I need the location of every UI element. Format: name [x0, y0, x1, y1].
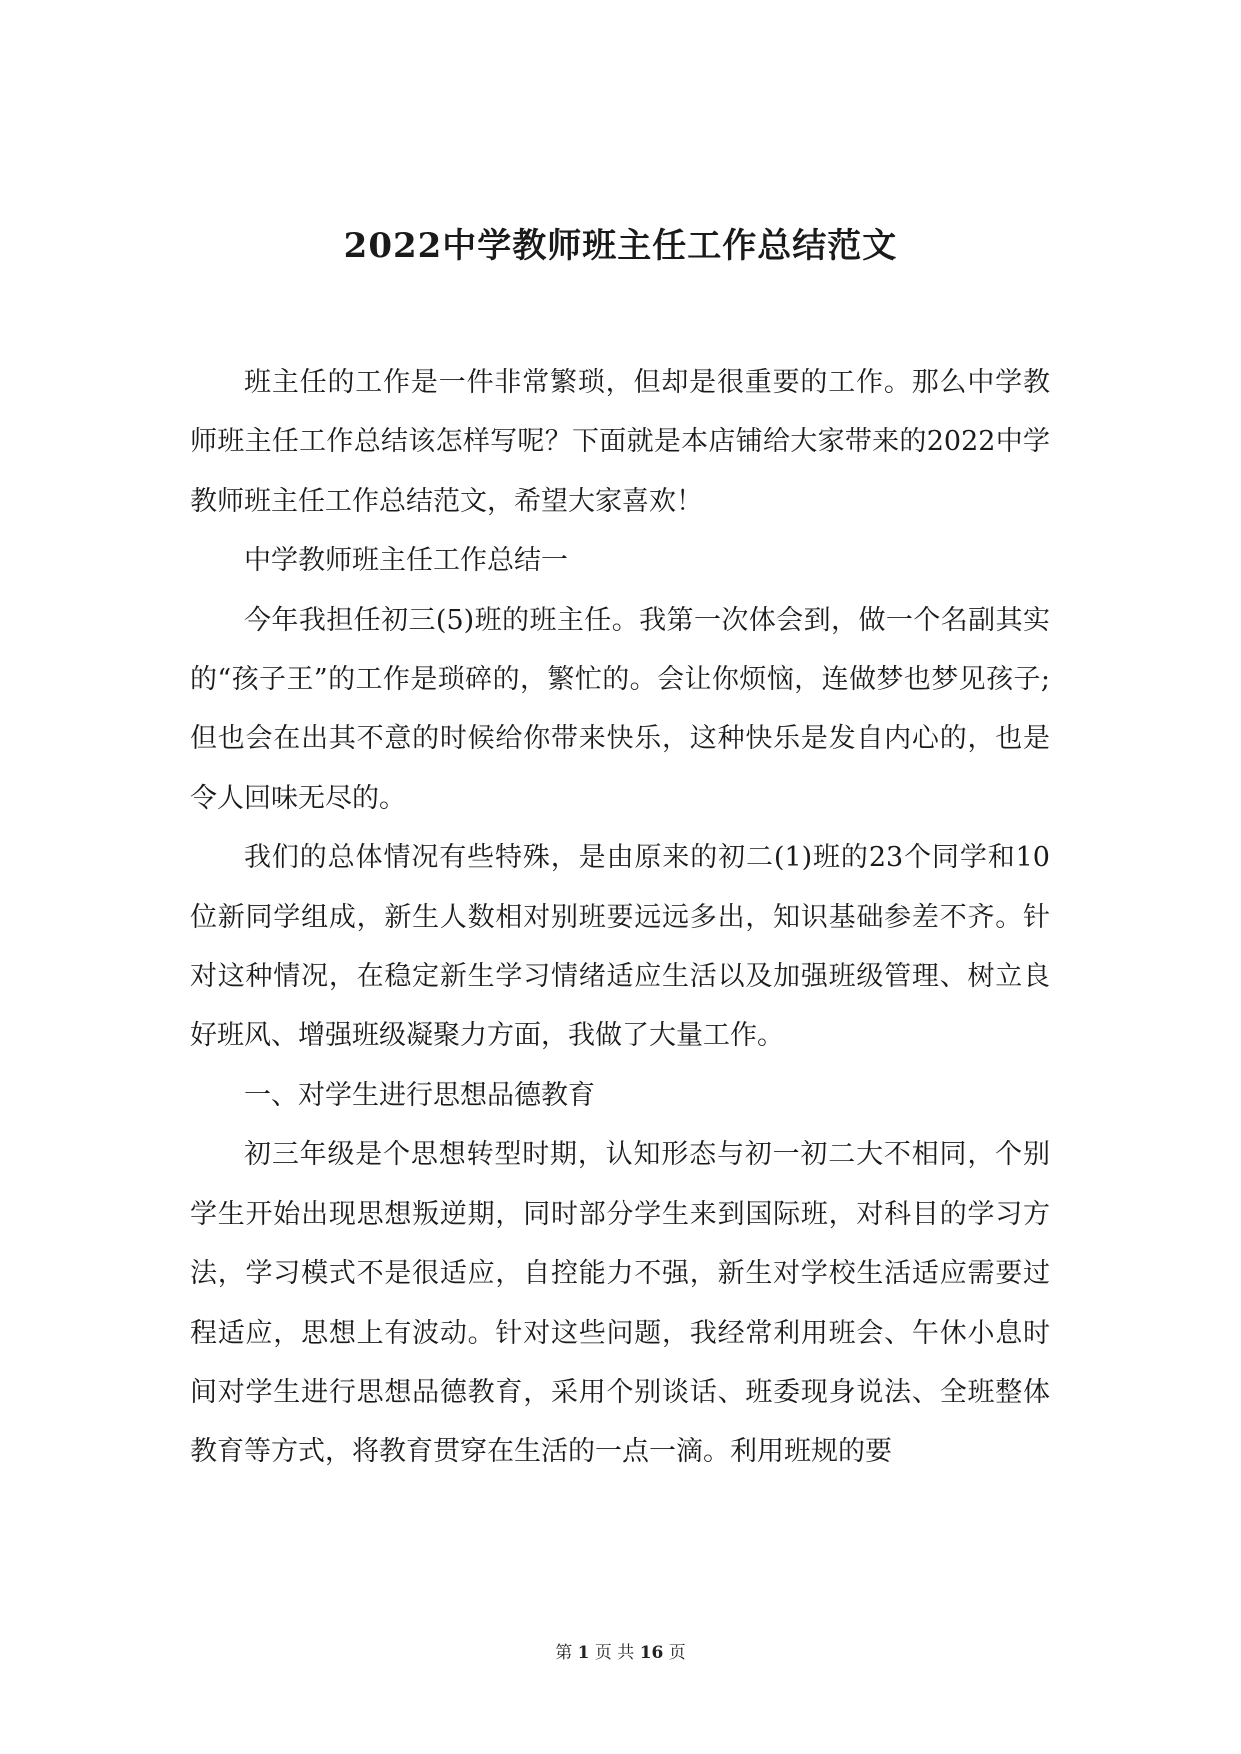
footer-middle: 页 共	[594, 1643, 635, 1663]
footer-suffix: 页	[668, 1643, 686, 1663]
paragraph-moral-education: 初三年级是个思想转型时期，认知形态与初一初二大不相同，个别学生开始出现思想叛逆期，同时部分学生来到国际班，对科目的学习方法，学习模式不是很适应，自控能力不强，新生对学校生活适应需要过程适应，思想上有波动。针对这些问题，我经常利用班会、午休小息时间对学生进行思想品德教育，采用个别谈话、班委现身说法、全班整体教育等方式，将教育贯穿在生活的一点一滴。利用班规的要	[190, 1139, 1050, 1468]
section-heading-summary-one: 中学教师班主任工作总结一	[244, 545, 568, 577]
paragraph-class-teacher: 今年我担任初三(5)班的班主任。我第一次体会到，做一个名副其实的“孩子王”的工作是琐碎的，繁忙的。会让你烦恼，连做梦也梦见孩子;但也会在出其不意的时候给你带来快乐，这种快乐是发自内心的，也是令人回味无尽的。	[190, 604, 1050, 814]
paragraph-intro: 班主任的工作是一件非常繁琐，但却是很重要的工作。那么中学教师班主任工作总结该怎样写呢？下面就是本店铺给大家带来的2022中学教师班主任工作总结范文，希望大家喜欢！	[190, 367, 1050, 517]
paragraph-class-situation: 我们的总体情况有些特殊，是由原来的初二(1)班的23个同学和10位新同学组成，新生人数相对别班要远远多出，知识基础参差不齐。针对这种情况，在稳定新生学习情绪适应生活以及加强班级管理、树立良好班风、增强班级凝聚力方面，我做了大量工作。	[190, 842, 1050, 1052]
document-body	[190, 353, 1050, 1482]
footer-total-pages: 16	[639, 1643, 664, 1663]
footer-page-number: 1	[577, 1643, 590, 1663]
footer-prefix: 第	[555, 1643, 573, 1663]
section-heading-moral-education: 一、对学生进行思想品德教育	[244, 1079, 595, 1111]
document-title: 2022中学教师班主任工作总结范文	[343, 226, 898, 266]
page-footer	[0, 1641, 1241, 1665]
